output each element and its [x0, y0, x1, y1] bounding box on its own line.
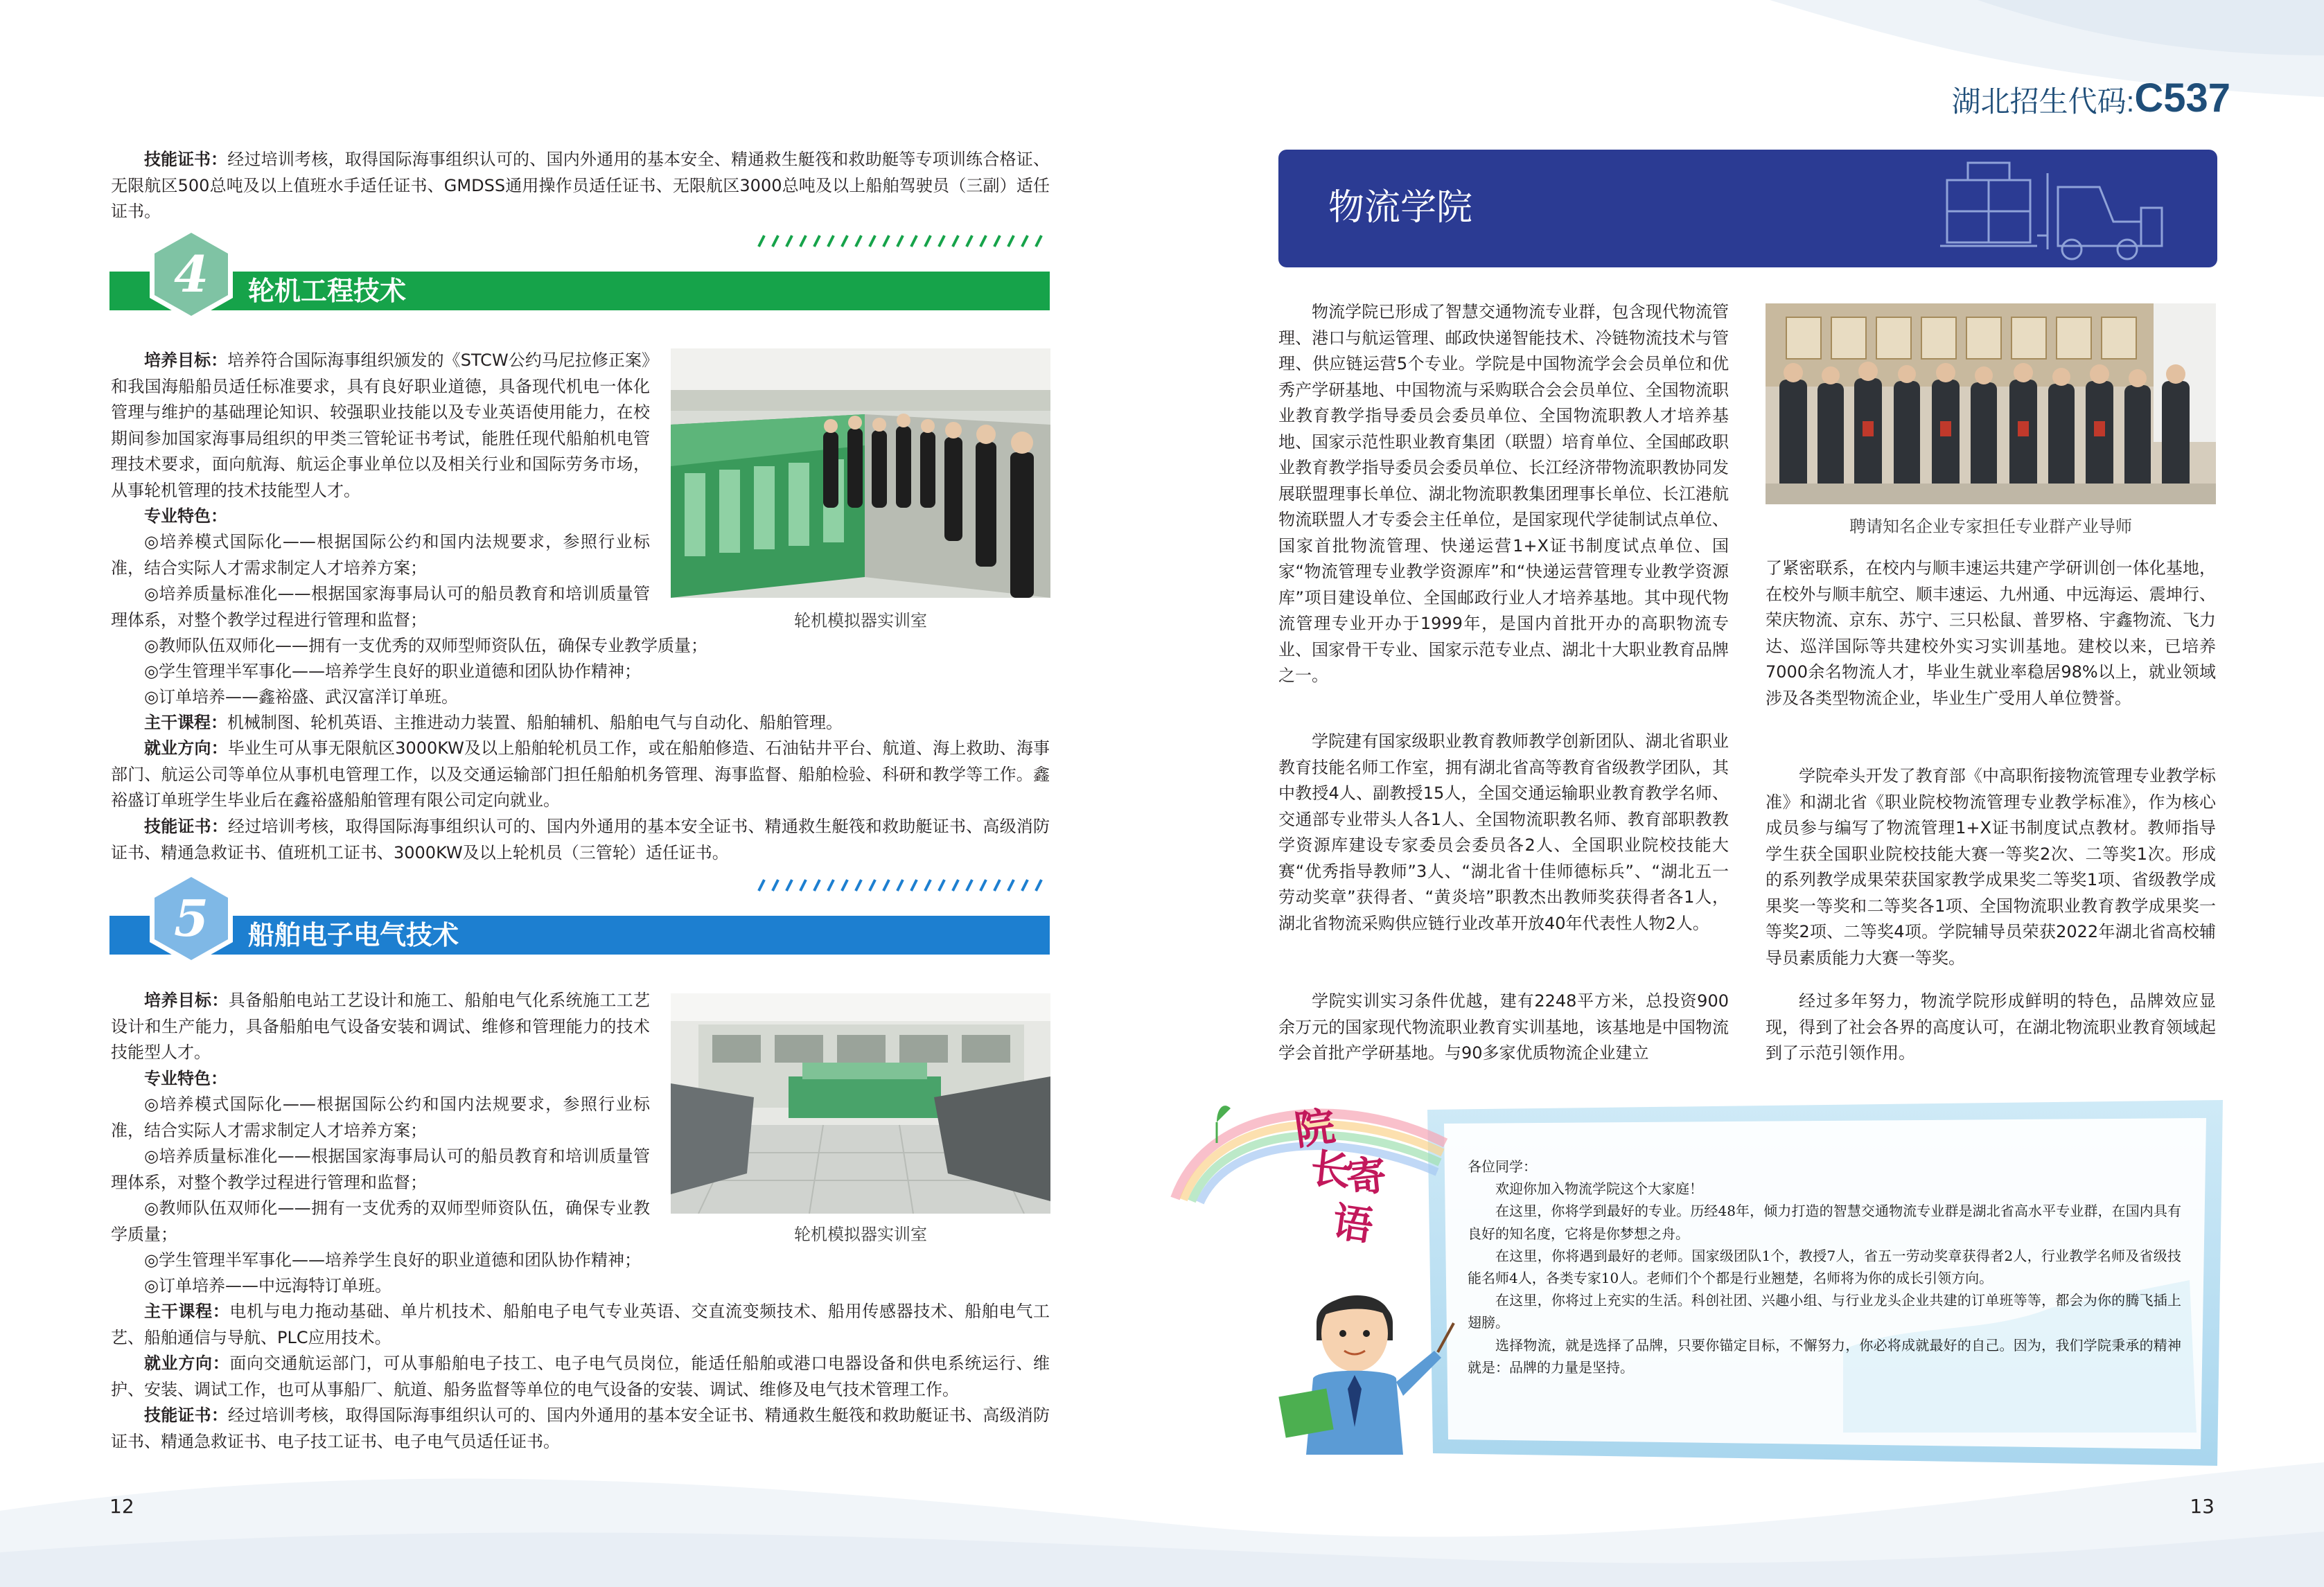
- section-4-feature-2-text: ◎培养质量标准化——根据国家海事局认可的船员教育和培训质量管理体系，对整个教学过程进行管理和监督；: [111, 584, 650, 630]
- section-4-jobs-label: 就业方向：: [144, 738, 228, 758]
- section-4-features-label: 专业特色：: [144, 506, 227, 526]
- section-5-features-label: 专业特色：: [144, 1069, 227, 1088]
- left-page-number: 12: [109, 1495, 134, 1518]
- section-5-jobs: [111, 1351, 1050, 1403]
- section-4-photo-caption: 轮机模拟器实训室: [794, 611, 927, 630]
- admission-code-label: 湖北招生代码:: [1951, 85, 2135, 118]
- letter-para-4: 在这里，你将过上充实的生活。科创社团、兴趣小组、与行业龙头企业共建的订单班等等，都会为你的腾飞插上翅膀。: [1468, 1292, 2181, 1331]
- section-4-cert-label: 技能证书：: [144, 817, 229, 836]
- section-5-photo-caption: 轮机模拟器实训室: [794, 1225, 927, 1244]
- section-5-feature-1-text: ◎培养模式国际化——根据国际公约和国内法规要求，参照行业标准，结合实际人才需求制定人才培养方案；: [111, 1094, 650, 1140]
- right-page-number: 13: [2190, 1495, 2215, 1518]
- section-5-cert-label: 技能证书：: [144, 1406, 229, 1425]
- section-5-courses: [111, 1299, 1050, 1351]
- engine-simulator-photo-2: [671, 993, 1050, 1214]
- section-4-goal: [111, 348, 650, 504]
- section-5-number: 5: [173, 889, 209, 948]
- section-5-feature-3-text: ◎教师队伍双师化——拥有一支优秀的双师型师资队伍，确保专业教学质量；: [111, 1198, 650, 1244]
- logistics-header-title: 物流学院: [1328, 187, 1473, 229]
- logistics-photo-caption: 聘请知名企业专家担任专业群产业导师: [1849, 517, 2132, 536]
- logistics-col1-para1: 物流学院已形成了智慧交通物流专业群，包含现代物流管理、港口与航运管理、邮政快递智能技术、冷链物流技术与管理、供应链运营5个专业。学院是中国物流学会会员单位和优秀产学研基地、中国物流与采购联合会会员单位、全国物流职业教育教学指导委员会委员单位、全国物流职教人才培养基地、国家示范性职业教育集团（联盟）培育单位、全国邮政职业教育教学指导委员会委员单位、长江经济带物流职教协同发展联盟理事长单位、湖北物流职教集团理事长单位、长江港航物流联盟人才专委会主任单位，是国家现代学徒制试点单位、国家首批物流管理、快递运营1+X证书制度试点单位、国家“物流管理专业教学资源库”和“快递运营管理专业教学资源库”项目建设单位、全国邮政行业人才培养基地。其中现代物流管理专业开办于1999年，是国内首批开办的高职物流专业、国家骨干专业、国家示范专业点、湖北十大职业教育品牌之一。: [1278, 302, 1729, 685]
- logistics-header: [1278, 150, 2217, 267]
- section-4-courses-text: 机械制图、轮机英语、主推进动力装置、船舶辅机、船舶电气与自动化、船舶管理。: [227, 713, 843, 732]
- section-5-courses-text: 电机与电力拖动基础、单片机技术、船舶电子电气专业英语、交直流变频技术、船用传感器技术、船舶电气工艺、船舶通信与导航、PLC应用技术。: [111, 1302, 1050, 1347]
- section-4-feature-4: ◎学生管理半军事化——培养学生良好的职业道德和团队协作精神；: [144, 662, 641, 681]
- section-5-goal: [111, 988, 650, 1066]
- section-5-cert: [111, 1403, 1050, 1455]
- experts-group-photo: [1766, 303, 2216, 504]
- logistics-col2-para2: 学院牵头开发了教育部《中高职衔接物流管理专业教学标准》和湖北省《职业院校物流管理专业教学标准》，作为核心成员参与编写了物流管理1+X证书制度试点教材。教师指导学生获全国职业院校技能大赛一等奖2次、二等奖1次。形成的系列教学成果荣获国家教学成果奖二等奖1项、省级教学成果奖一等奖和二等奖各1项、全国物流职业教育教学成果奖一等奖2项、二等奖4项。学院辅导员荣获2022年湖北省高校辅导员素质能力大赛一等奖。: [1766, 766, 2216, 968]
- section-4-number: 4: [173, 245, 209, 303]
- forklift-warehouse-icon: [1933, 159, 2169, 263]
- section-5-goal-text: 具备船舶电站工艺设计和施工、船舶电气化系统施工工艺设计和生产能力，具备船舶电气设备安装和调试、维修和管理能力的技术技能型人才。: [111, 991, 651, 1062]
- letter-title-char-1: 院: [1292, 1102, 1339, 1155]
- section-5-courses-label: 主干课程：: [144, 1302, 230, 1321]
- section-4-feature-5: ◎订单培养——鑫裕盛、武汉富洋订单班。: [144, 687, 458, 707]
- letter-title-char-3: 寄: [1344, 1151, 1389, 1203]
- section-5-jobs-text: 面向交通航运部门，可从事船舶电子技工、电子电气员岗位，能适任船舶或港口电器设备和供电系统运行、维护、安装、调试工作，也可从事船厂、航道、船务监督等单位的电气设备的安装、调试、维修及电气技术管理工作。: [111, 1354, 1050, 1399]
- letter-para-2: 在这里，你将学到最好的专业。历经48年，倾力打造的智慧交通物流专业群是湖北省高水平专业群，在国内具有良好的知名度，它将是你梦想之舟。: [1468, 1203, 2181, 1242]
- section-4-feature-2: [111, 581, 650, 633]
- teacher-cartoon-icon: [1275, 1247, 1455, 1455]
- letter-para-3: 在这里，你将遇到最好的老师。国家级团队1个，教授7人，省五一劳动奖章获得者2人，行业教学名师及省级技能名师4人，各类专家10人。老师们个个都是行业翘楚，名师将为你的成长引领方向。: [1468, 1247, 2181, 1287]
- section-4-cert: [111, 814, 1050, 866]
- logistics-col1-para3: 学院实训实习条件优越，建有2248平方米，总投资900余万元的国家现代物流职业教育实训基地，该基地是中国物流学会首批产学研基地。与90多家优质物流企业建立: [1278, 991, 1729, 1063]
- section-4-banner: [109, 229, 1050, 310]
- engine-simulator-photo-1: [671, 348, 1050, 598]
- section-4-courses-label: 主干课程：: [144, 713, 227, 732]
- letter-para-1: 欢迎你加入物流学院这个大家庭！: [1495, 1180, 1703, 1198]
- letter-body: [1468, 1155, 2181, 1378]
- admission-code-value: C537: [2134, 76, 2230, 121]
- letter-title-char-2: 长: [1308, 1144, 1353, 1196]
- letter-para-5: 选择物流，就是选择了品牌，只要你锚定目标，不懈努力，你必将成就最好的自己。因为，我们学院秉承的精神就是：品牌的力量是坚持。: [1468, 1336, 2181, 1376]
- section-4-feature-1: [111, 529, 650, 581]
- letter-title: [1285, 1096, 1389, 1248]
- admission-code: [1952, 75, 2230, 121]
- section-5-goal-label: 培养目标：: [144, 991, 229, 1010]
- section-5-feature-5: ◎订单培养——中远海特订单班。: [144, 1276, 391, 1295]
- section-4-photo: [671, 348, 1050, 598]
- logistics-col1-para2: 学院建有国家级职业教育教师教学创新团队、湖北省职业教育技能名师工作室，拥有湖北省高等教育省级教学团队，其中教授4人、副教授15人，全国交通运输职业教育教学名师、交通部专业带头人各1人、全国物流职教名师、教育部职教教学资源库建设专家委员会委员各2人、全国职业院校技能大赛“优秀指导教师”3人、“湖北省十佳师德标兵”、“湖北五一劳动奖章”获得者、“黄炎培”职教杰出教师奖获得者各1人，湖北省物流采购供应链行业改革开放40年代表性人物2人。: [1278, 732, 1729, 933]
- letter-greeting: 各位同学：: [1468, 1158, 1537, 1175]
- intro-cert-text: 经过培训考核，取得国际海事组织认可的、国内外通用的基本安全、精通救生艇筏和救助艇等专项训练合格证、无限航区500总吨及以上值班水手适任证书、GMDSS通用操作员适任证书、无限航区3000总吨及以上船舶驾驶员（三副）适任证书。: [111, 150, 1050, 221]
- intro-cert-label: 技能证书：: [144, 150, 227, 169]
- section-5-feature-2: [111, 1144, 650, 1196]
- logistics-photo: [1766, 303, 2216, 504]
- section-4-jobs: [111, 736, 1050, 814]
- section-5-jobs-label: 就业方向：: [144, 1354, 230, 1373]
- section-4-stripes-decoration: [755, 234, 1046, 248]
- intro-cert-paragraph: [111, 147, 1050, 225]
- logistics-col2-para1: 了紧密联系，在校内与顺丰速运共建产学研训创一体化基地，在校外与顺丰航空、顺丰速运、九州通、中远海运、震坤行、荣庆物流、京东、苏宁、三只松鼠、普罗格、宇鑫物流、飞力达、巡洋国际等共建校外实习实训基地。建校以来，已培养7000余名物流人才，毕业生就业率稳居98%以上，就业领域涉及各类型物流企业，毕业生广受用人单位赞誉。: [1766, 558, 2216, 708]
- section-4-goal-label: 培养目标：: [144, 351, 228, 370]
- section-4-feature-3: ◎教师队伍双师化——拥有一支优秀的双师型师资队伍，确保专业教学质量；: [144, 636, 707, 655]
- section-5-feature-3: [111, 1196, 650, 1248]
- section-4-courses: [111, 710, 1050, 736]
- section-5-cert-text: 经过培训考核，取得国际海事组织认可的、国内外通用的基本安全证书、精通救生艇筏和救助艇证书、高级消防证书、精通急救证书、电子技工证书、电子电气员适任证书。: [111, 1406, 1050, 1451]
- section-5-feature-1: [111, 1092, 650, 1144]
- section-5-title: 船舶电子电气技术: [248, 920, 459, 950]
- section-4-goal-text: 培养符合国际海事组织颁发的《STCW公约马尼拉修正案》和我国海船船员适任标准要求，具有良好职业道德，具备现代机电一体化管理与维护的基础理论知识、较强职业技能以及专业英语使用能力，在校期间参加国家海事局组织的甲类三管轮证书考试，能胜任现代船舶机电管理技术要求，面向航海、航运企事业单位以及相关行业和国际劳务市场，从事轮机管理的技术技能型人才。: [111, 351, 650, 500]
- section-4-jobs-text: 毕业生可从事无限航区3000KW及以上船舶轮机员工作，或在船舶修造、石油钻井平台、航道、海上救助、海事部门、航运公司等单位从事机电管理工作，以及交通运输部门担任船舶机务管理、海事监督、船舶检验、科研和教学等工作。鑫裕盛订单班学生毕业后在鑫裕盛船舶管理有限公司定向就业。: [111, 738, 1050, 810]
- section-4-title: 轮机工程技术: [248, 276, 407, 306]
- section-5-stripes-decoration: [755, 878, 1046, 892]
- section-5-feature-4: ◎学生管理半军事化——培养学生良好的职业道德和团队协作精神；: [144, 1250, 641, 1270]
- letter-title-char-4: 语: [1329, 1198, 1376, 1250]
- section-5-feature-2-text: ◎培养质量标准化——根据国家海事局认可的船员教育和培训质量管理体系，对整个教学过程进行管理和监督；: [111, 1146, 650, 1192]
- section-5-photo: [671, 993, 1050, 1214]
- section-5-banner: [109, 873, 1050, 955]
- section-4-cert-text: 经过培训考核，取得国际海事组织认可的、国内外通用的基本安全证书、精通救生艇筏和救助艇证书、高级消防证书、精通急救证书、值班机工证书、3000KW及以上轮机员（三管轮）适任证书。: [111, 817, 1050, 862]
- logistics-col2-para3: 经过多年努力，物流学院形成鲜明的特色，品牌效应显现，得到了社会各界的高度认可，在湖北物流职业教育领域起到了示范引领作用。: [1766, 991, 2216, 1063]
- section-4-feature-1-text: ◎培养模式国际化——根据国际公约和国内法规要求，参照行业标准，结合实际人才需求制定人才培养方案；: [111, 532, 650, 578]
